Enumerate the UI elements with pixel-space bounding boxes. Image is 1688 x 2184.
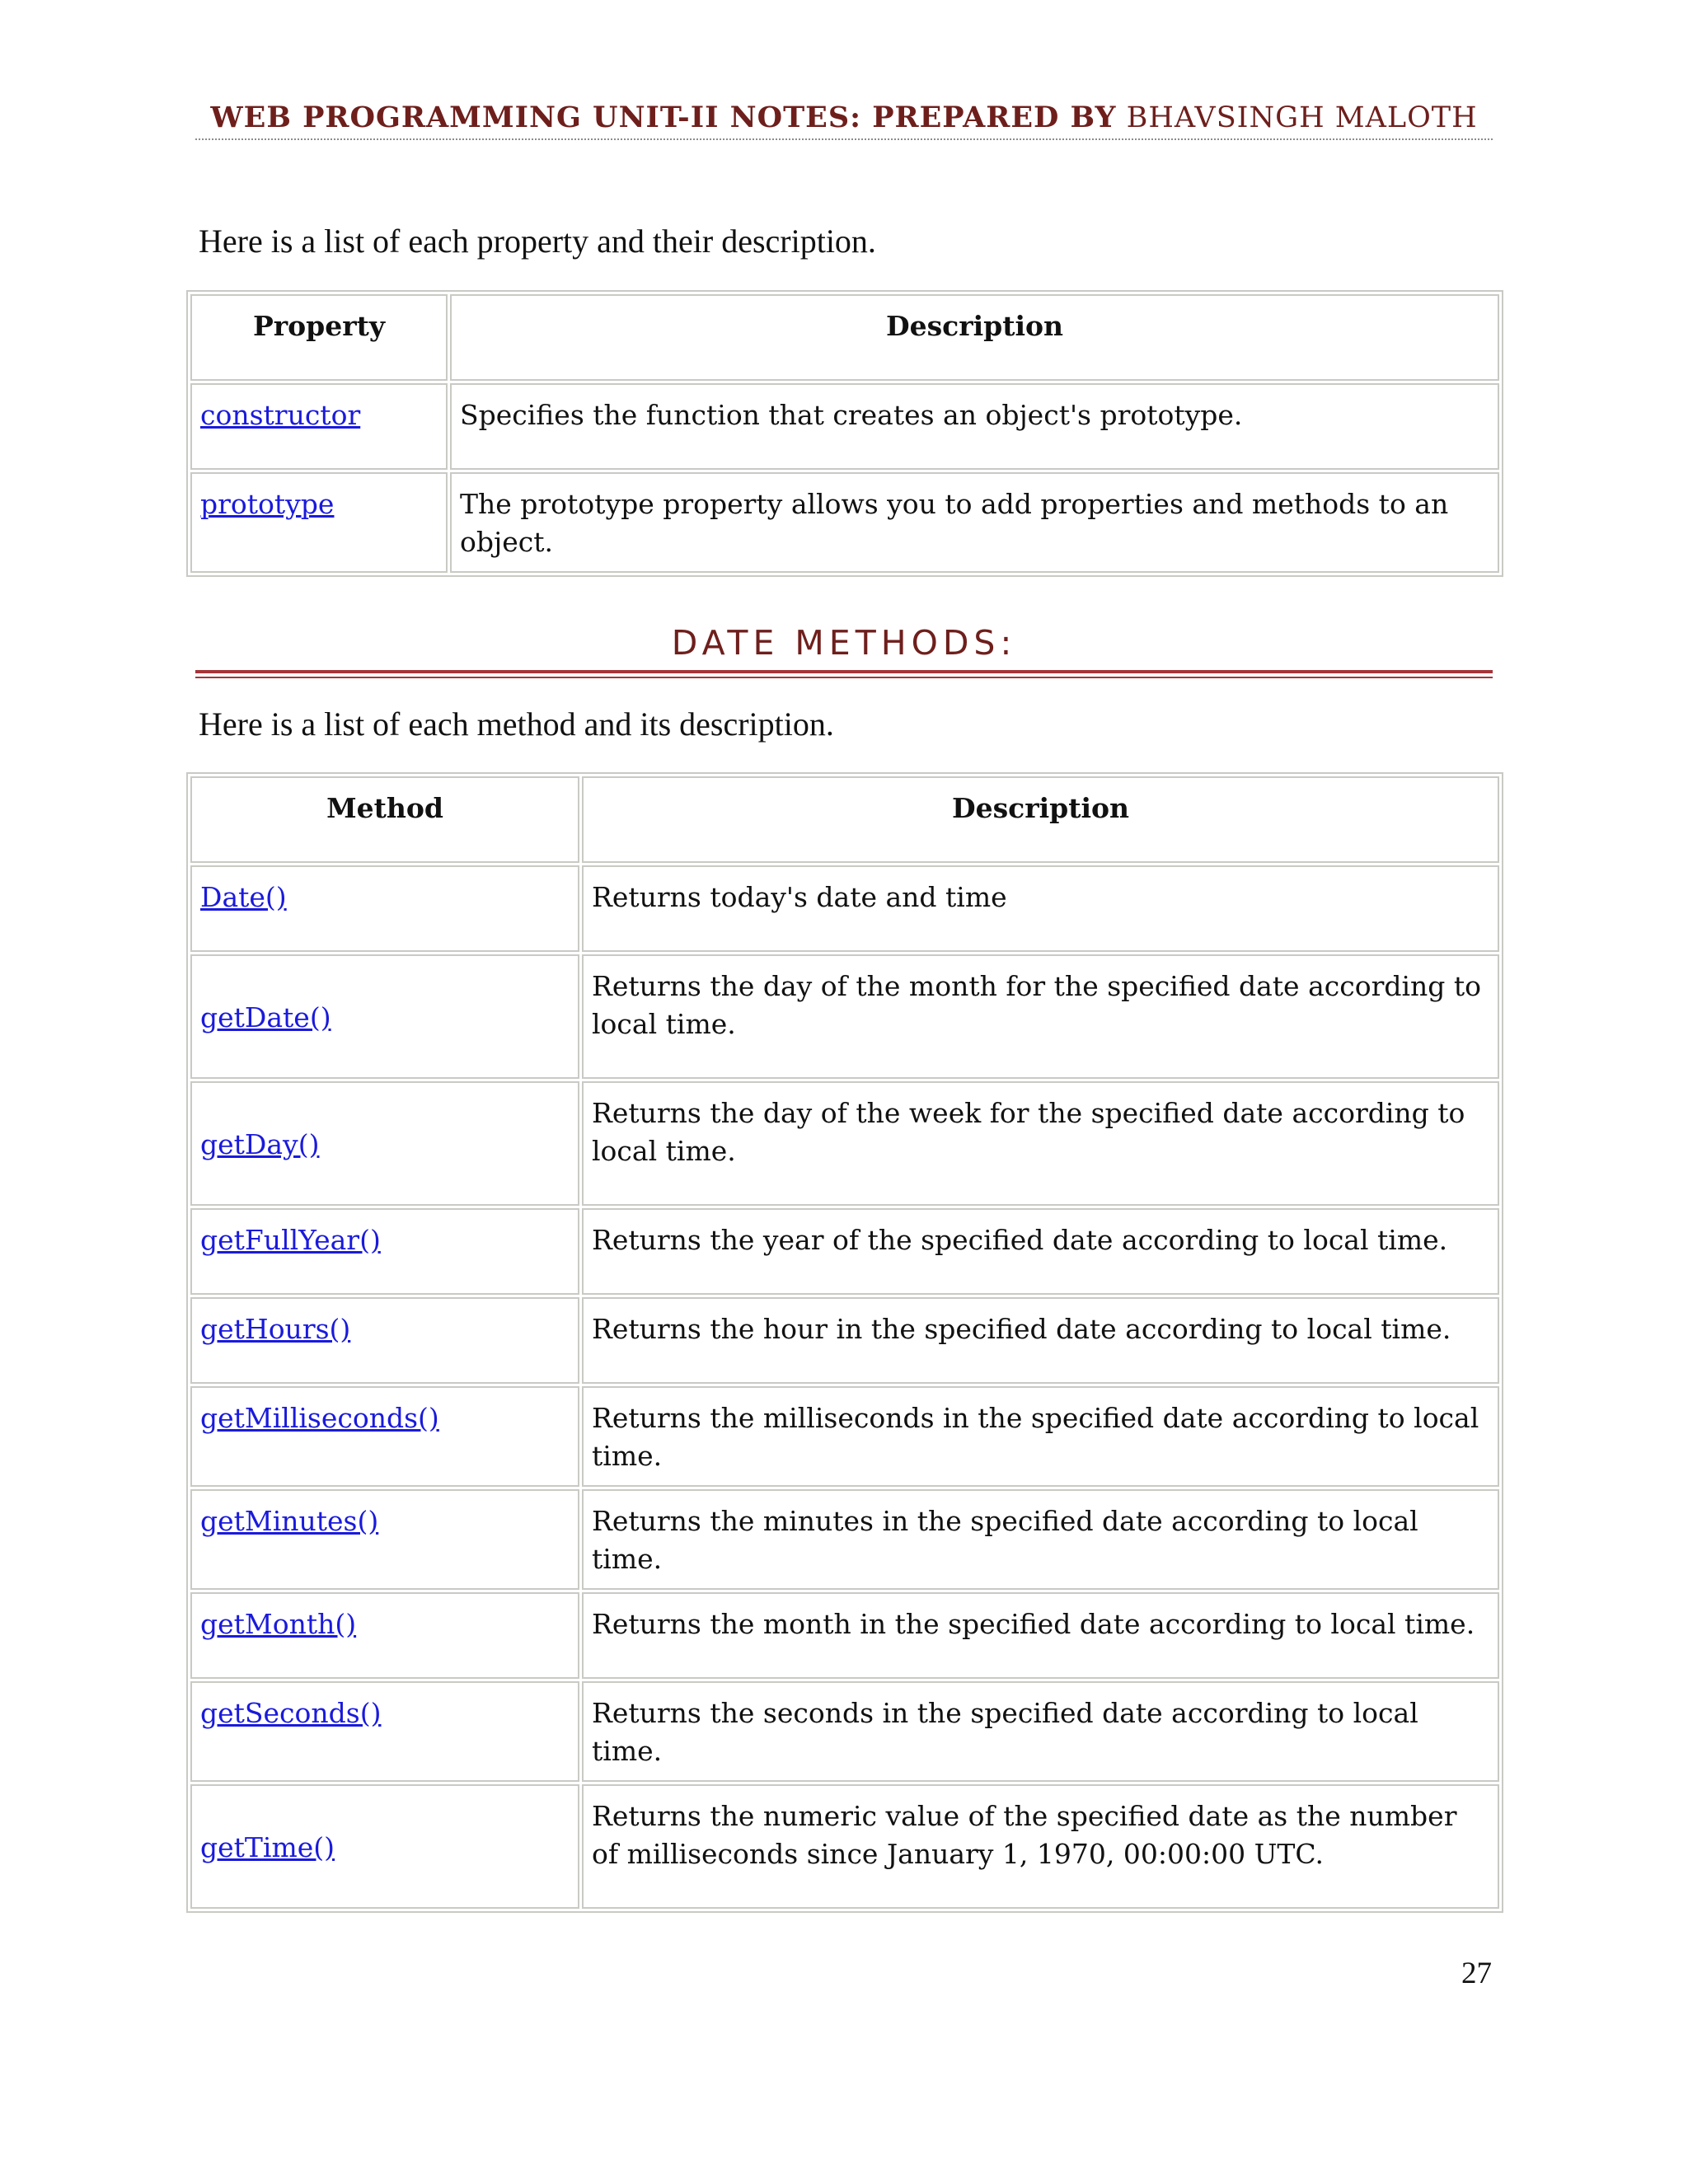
- method-name-cell: [190, 865, 579, 952]
- method-link-getfullyear[interactable]: getFullYear(): [200, 1224, 381, 1256]
- method-name-cell: [190, 1489, 579, 1590]
- page-number: 27: [1461, 1957, 1492, 1990]
- table-row: [190, 472, 1499, 573]
- method-link-gethours[interactable]: getHours(): [200, 1313, 351, 1345]
- method-name-cell: [190, 1592, 579, 1679]
- table-row: [190, 954, 1499, 1079]
- section-divider: [195, 670, 1493, 678]
- column-header-description: Description: [582, 776, 1499, 863]
- method-description-cell: Returns the year of the specified date according to local time.: [582, 1208, 1499, 1295]
- page-header: [195, 97, 1493, 138]
- table-row: [190, 1784, 1499, 1909]
- method-name-cell: [190, 1208, 579, 1295]
- table-row: [190, 1592, 1499, 1679]
- table-row: [190, 1208, 1499, 1295]
- method-name-cell: [190, 1784, 579, 1909]
- method-link-getseconds[interactable]: getSeconds(): [200, 1697, 382, 1729]
- table-header-row: [190, 294, 1499, 381]
- method-name-cell: [190, 954, 579, 1079]
- method-description-cell: Returns the day of the month for the specified date according to local time.: [582, 954, 1499, 1079]
- method-link-getday[interactable]: getDay(): [200, 1127, 320, 1160]
- method-name-cell: [190, 1297, 579, 1384]
- column-header-method: Method: [190, 776, 579, 863]
- method-link-date[interactable]: Date(): [200, 881, 287, 913]
- method-intro: Here is a list of each method and its description.: [199, 705, 834, 743]
- method-name-cell: [190, 1081, 579, 1206]
- method-description-cell: Returns the minutes in the specified date according to local time.: [582, 1489, 1499, 1590]
- date-methods-table: [186, 772, 1503, 1913]
- header-author: BHAVSINGH MALOTH: [1126, 101, 1478, 134]
- property-description-cell: The prototype property allows you to add properties and methods to an object.: [450, 472, 1499, 573]
- column-header-description: Description: [450, 294, 1499, 381]
- header-title: WEB PROGRAMMING UNIT-II NOTES: PREPARED BY: [210, 101, 1117, 134]
- property-table: [186, 290, 1503, 577]
- table-row: [190, 1081, 1499, 1206]
- method-description-cell: Returns the hour in the specified date according to local time.: [582, 1297, 1499, 1384]
- table-row: [190, 865, 1499, 952]
- property-description-cell: Specifies the function that creates an object's prototype.: [450, 383, 1499, 470]
- table-row: [190, 383, 1499, 470]
- property-link-prototype[interactable]: prototype: [200, 488, 335, 520]
- table-row: [190, 1489, 1499, 1590]
- method-link-getdate[interactable]: getDate(): [200, 1001, 331, 1033]
- method-name-cell: [190, 1681, 579, 1782]
- table-row: [190, 1297, 1499, 1384]
- table-row: [190, 1681, 1499, 1782]
- method-link-getminutes[interactable]: getMinutes(): [200, 1505, 379, 1537]
- header-divider: [195, 138, 1493, 140]
- method-description-cell: Returns the numeric value of the specified date as the number of milliseconds since January 1, 1970, 00:00:00 UTC.: [582, 1784, 1499, 1909]
- property-name-cell: [190, 383, 448, 470]
- property-link-constructor[interactable]: constructor: [200, 399, 361, 431]
- property-name-cell: [190, 472, 448, 573]
- table-row: [190, 1386, 1499, 1487]
- method-name-cell: [190, 1386, 579, 1487]
- method-link-getmonth[interactable]: getMonth(): [200, 1608, 357, 1640]
- column-header-property: Property: [190, 294, 448, 381]
- method-description-cell: Returns the seconds in the specified date according to local time.: [582, 1681, 1499, 1782]
- table-header-row: [190, 776, 1499, 863]
- method-description-cell: Returns the month in the specified date according to local time.: [582, 1592, 1499, 1679]
- method-description-cell: Returns the day of the week for the specified date according to local time.: [582, 1081, 1499, 1206]
- method-link-getmilliseconds[interactable]: getMilliseconds(): [200, 1402, 439, 1434]
- method-description-cell: Returns the milliseconds in the specified date according to local time.: [582, 1386, 1499, 1487]
- section-title-date-methods: DATE METHODS:: [671, 623, 1017, 663]
- method-link-gettime[interactable]: getTime(): [200, 1830, 335, 1863]
- method-description-cell: Returns today's date and time: [582, 865, 1499, 952]
- property-intro: Here is a list of each property and their description.: [199, 223, 876, 260]
